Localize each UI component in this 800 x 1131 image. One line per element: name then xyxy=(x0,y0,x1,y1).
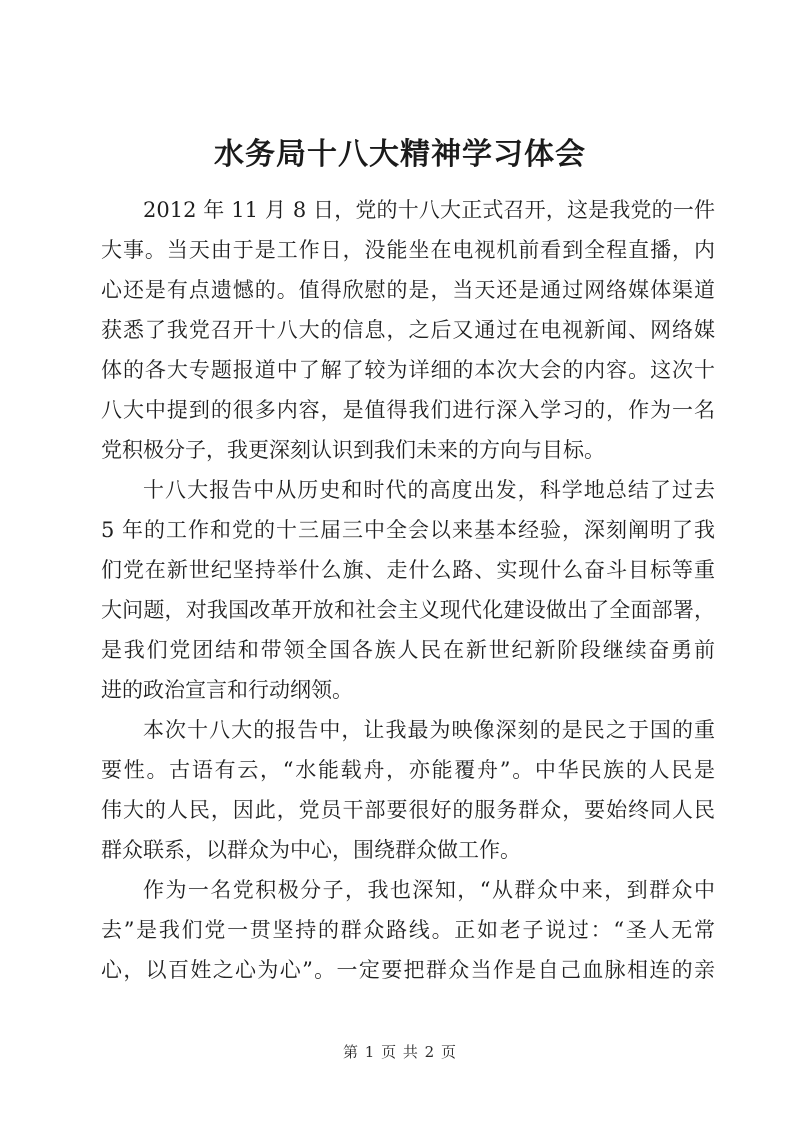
page-footer xyxy=(0,1042,800,1062)
text-line: 进的政治宣言和行动纲领。 xyxy=(101,678,353,702)
document-body xyxy=(101,190,715,990)
text-line: 本次十八大的报告中，让我最为映像深刻的是民之于国的重 xyxy=(143,718,715,742)
text-line: 群众联系，以群众为中心，围绕群众做工作。 xyxy=(101,838,521,862)
text-line: 大问题，对我国改革开放和社会主义现代化建设做出了全面部署， xyxy=(101,598,715,622)
text-line: 心还是有点遗憾的。值得欣慰的是，当天还是通过网络媒体渠道 xyxy=(101,278,715,302)
text-line: 体的各大专题报道中了解了较为详细的本次大会的内容。这次十 xyxy=(101,358,715,382)
document-title: 水务局十八大精神学习体会 xyxy=(214,137,586,172)
text-line: 是我们党团结和带领全国各族人民在新世纪新阶段继续奋勇前 xyxy=(101,638,715,662)
text-line: 们党在新世纪坚持举什么旗、走什么路、实现什么奋斗目标等重 xyxy=(101,558,715,582)
text-line: 十八大报告中从历史和时代的高度出发，科学地总结了过去 xyxy=(143,478,715,502)
text-line: 心，以百姓之心为心”。一定要把群众当作是自己血脉相连的亲 xyxy=(101,958,715,982)
text-line: 伟大的人民，因此，党员干部要很好的服务群众，要始终同人民 xyxy=(101,798,715,822)
text-line: 5 年的工作和党的十三届三中全会以来基本经验，深刻阐明了我 xyxy=(101,518,715,542)
text-line: 2012 年 11 月 8 日，党的十八大正式召开，这是我党的一件 xyxy=(143,198,715,222)
text-line: 大事。当天由于是工作日，没能坐在电视机前看到全程直播，内 xyxy=(101,238,715,262)
page-number-label: 第 1 页 共 2 页 xyxy=(343,1043,457,1061)
paragraph xyxy=(101,470,715,710)
text-line: 作为一名党积极分子，我也深知，“从群众中来，到群众中 xyxy=(143,878,715,902)
text-line: 八大中提到的很多内容，是值得我们进行深入学习的，作为一名 xyxy=(101,398,715,422)
text-line: 去”是我们党一贯坚持的群众路线。正如老子说过：“圣人无常 xyxy=(101,918,715,942)
text-line: 获悉了我党召开十八大的信息，之后又通过在电视新闻、网络媒 xyxy=(101,318,715,342)
paragraph xyxy=(101,870,715,990)
paragraph xyxy=(101,190,715,470)
text-line: 党积极分子，我更深刻认识到我们未来的方向与目标。 xyxy=(101,438,605,462)
paragraph xyxy=(101,710,715,870)
text-line: 要性。古语有云，“水能载舟，亦能覆舟”。中华民族的人民是 xyxy=(101,758,715,782)
